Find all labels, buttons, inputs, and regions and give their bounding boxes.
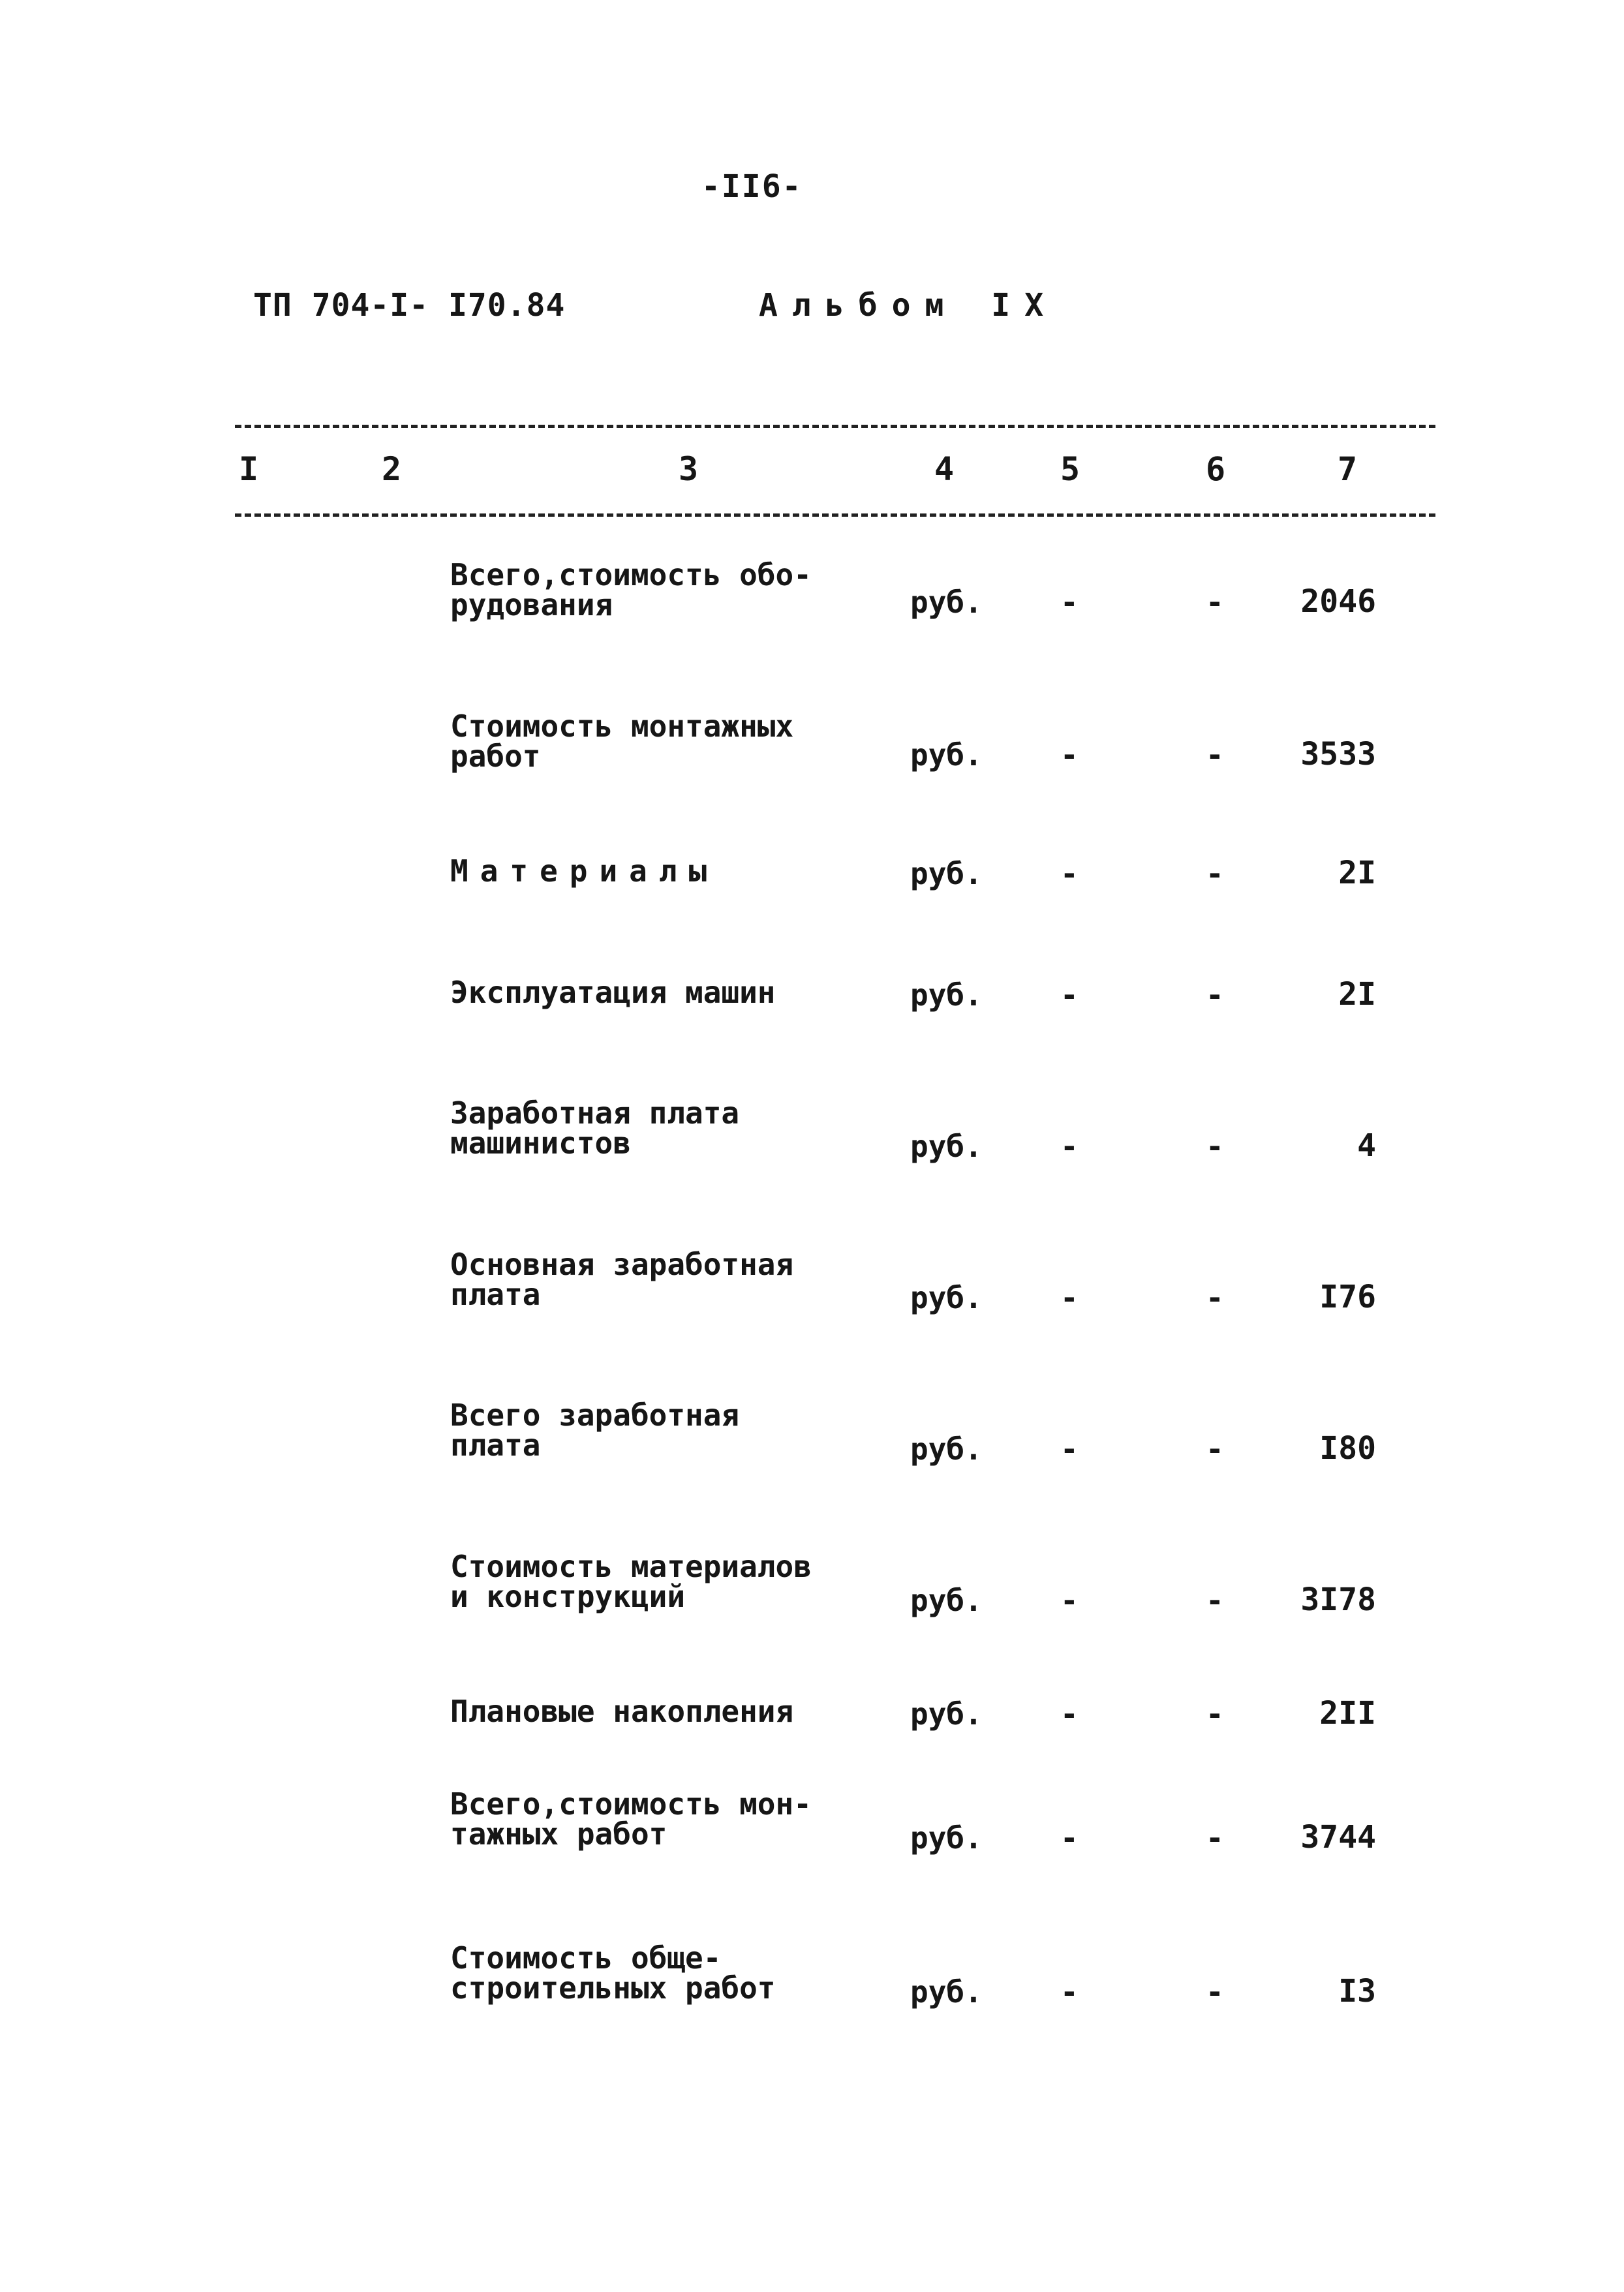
- row-unit: руб.: [910, 977, 983, 1013]
- column-header-4: 4: [934, 450, 955, 488]
- row-col7: 2II: [1319, 1695, 1376, 1732]
- row-col7: 2I: [1338, 976, 1376, 1013]
- row-col7: I3: [1338, 1973, 1376, 2009]
- row-unit: руб.: [910, 856, 983, 891]
- row-col5: -: [1060, 737, 1079, 772]
- table-row: [0, 1551, 1624, 1649]
- document-code: ТП 704-I- I70.84: [253, 287, 566, 324]
- row-unit: руб.: [910, 737, 983, 772]
- row-col7: 3744: [1300, 1819, 1376, 1856]
- row-col6: -: [1206, 856, 1224, 891]
- table-row: [0, 1940, 1624, 2041]
- row-name: Плановые накопления: [450, 1694, 794, 1729]
- page-number: -II6-: [701, 168, 803, 205]
- table-row: [0, 557, 1624, 658]
- row-name: Всего заработная плата: [450, 1398, 740, 1463]
- row-col7: 4: [1357, 1127, 1376, 1164]
- table-top-rule: [235, 425, 1435, 428]
- row-col6: -: [1206, 1696, 1224, 1732]
- row-col7: I76: [1319, 1279, 1376, 1315]
- table-row: [0, 853, 1624, 954]
- row-name: Стоимость монтажных работ: [450, 709, 794, 774]
- row-name: Основная заработная плата: [450, 1247, 794, 1312]
- row-col6: -: [1206, 737, 1224, 772]
- row-unit: руб.: [910, 1974, 983, 2009]
- table-row: [0, 1696, 1624, 1794]
- row-col6: -: [1206, 1974, 1224, 2009]
- row-col5: -: [1060, 1820, 1079, 1856]
- row-unit: руб.: [910, 1696, 983, 1732]
- row-name: Всего,стоимость обо- рудования: [450, 557, 812, 622]
- column-header-3: 3: [679, 450, 699, 488]
- row-name: Всего,стоимость мон- тажных работ: [450, 1786, 812, 1852]
- row-col7: 2I: [1338, 855, 1376, 891]
- row-name: Стоимость обще- строительных работ: [450, 1940, 776, 2006]
- row-unit: руб.: [910, 585, 983, 620]
- row-unit: руб.: [910, 1129, 983, 1164]
- table-row: [0, 1400, 1624, 1498]
- row-name: Материалы: [450, 853, 719, 889]
- row-col7: 3533: [1300, 736, 1376, 772]
- column-header-2: 2: [382, 450, 402, 488]
- row-unit: руб.: [910, 1583, 983, 1618]
- row-col6: -: [1206, 1820, 1224, 1856]
- row-col5: -: [1060, 1974, 1079, 2009]
- row-col5: -: [1060, 1280, 1079, 1315]
- row-col6: -: [1206, 1583, 1224, 1618]
- row-unit: руб.: [910, 1820, 983, 1856]
- row-col7: 3I78: [1300, 1581, 1376, 1618]
- row-name: Стоимость материалов и конструкций: [450, 1549, 812, 1614]
- row-col6: -: [1206, 1431, 1224, 1467]
- row-col6: -: [1206, 1129, 1224, 1164]
- table-header-bottom-rule: [235, 513, 1435, 517]
- table-row: [0, 1095, 1624, 1196]
- album-title: Альбом IX: [759, 287, 1058, 324]
- row-col5: -: [1060, 1431, 1079, 1467]
- column-header-1: I: [239, 450, 259, 488]
- table-row: [0, 1249, 1624, 1347]
- column-header-7: 7: [1338, 450, 1358, 488]
- row-col7: I80: [1319, 1430, 1376, 1467]
- row-unit: руб.: [910, 1431, 983, 1467]
- row-col7: 2046: [1300, 583, 1376, 620]
- row-name: Заработная плата машинистов: [450, 1095, 740, 1161]
- column-header-6: 6: [1206, 450, 1226, 488]
- row-col5: -: [1060, 977, 1079, 1013]
- row-name: Эксплуатация машин: [450, 975, 776, 1010]
- table-row: [0, 1786, 1624, 1887]
- row-col5: -: [1060, 1696, 1079, 1732]
- row-unit: руб.: [910, 1280, 983, 1315]
- row-col5: -: [1060, 1129, 1079, 1164]
- row-col6: -: [1206, 977, 1224, 1013]
- table-row: [0, 977, 1624, 1075]
- column-header-5: 5: [1060, 450, 1080, 488]
- row-col6: -: [1206, 585, 1224, 620]
- row-col5: -: [1060, 856, 1079, 891]
- row-col5: -: [1060, 1583, 1079, 1618]
- row-col5: -: [1060, 585, 1079, 620]
- row-col6: -: [1206, 1280, 1224, 1315]
- table-row: [0, 711, 1624, 809]
